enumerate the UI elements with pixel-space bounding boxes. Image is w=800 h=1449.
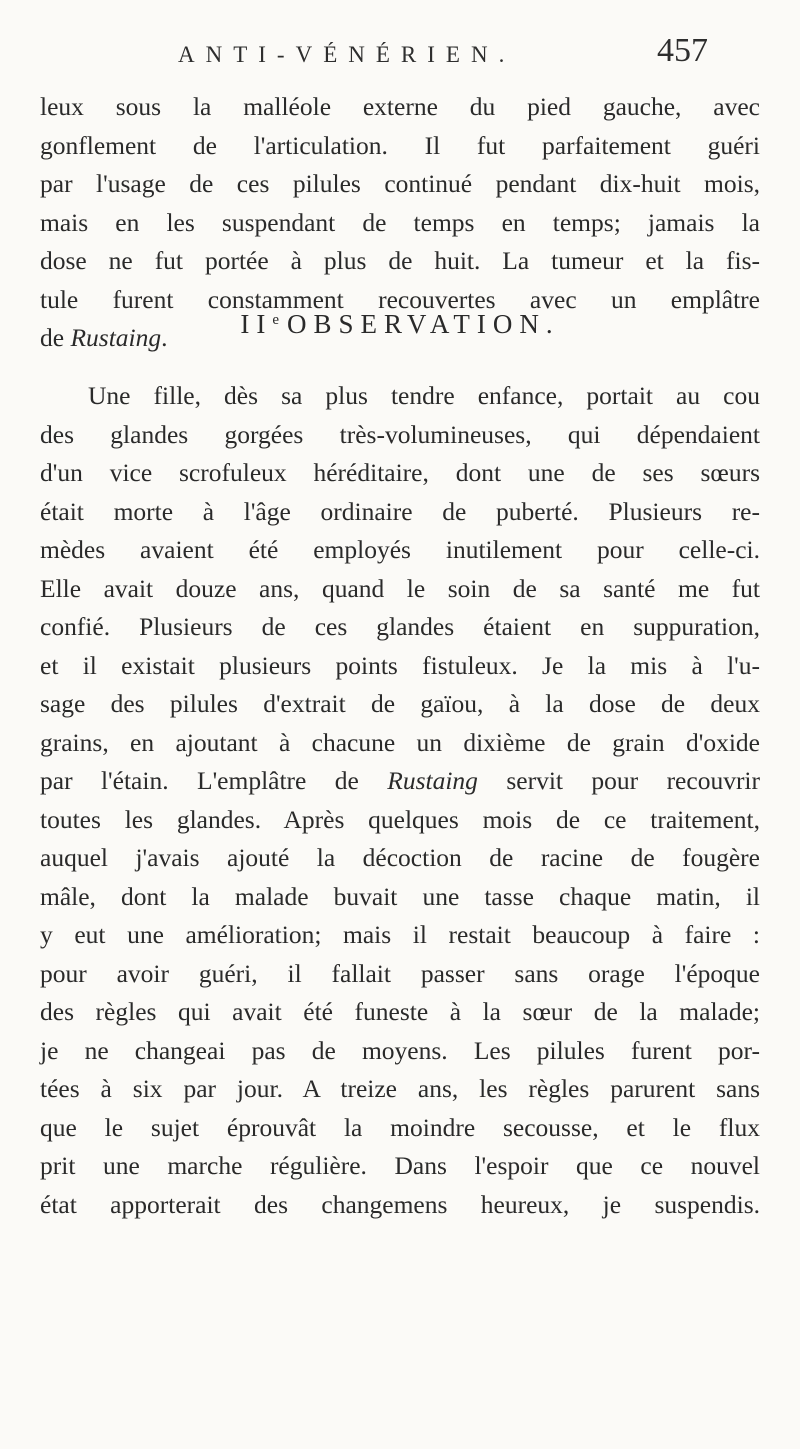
text-line	[40, 762, 760, 801]
text-line: pour avoir guéri, il fallait passer sans orage l'époque	[40, 958, 760, 988]
text-line: je ne changeai pas de moyens. Les pilules furent por-	[40, 1035, 760, 1065]
text-fragment: .	[161, 323, 168, 352]
text-line: mâle, dont la malade buvait une tasse chaque matin, il	[40, 881, 760, 911]
text-line: gonflement de l'articulation. Il fut parfaitement guéri	[40, 130, 760, 160]
text-fragment: par l'étain. L'emplâtre de	[40, 766, 388, 795]
text-line: Elle avait douze ans, quand le soin de sa santé me fut	[40, 573, 760, 603]
text-fragment: servit pour recouvrir	[477, 766, 761, 795]
page-number: 457	[657, 32, 708, 69]
text-line: toutes les glandes. Après quelques mois de ce traitement,	[40, 804, 760, 834]
text-line: état apporterait des changemens heureux, je suspendis.	[40, 1189, 760, 1219]
text-line: était morte à l'âge ordinaire de puberté. Plusieurs re-	[40, 496, 760, 526]
text-line: des glandes gorgées très-volumineuses, qui dépendaient	[40, 419, 760, 449]
text-line: prit une marche régulière. Dans l'espoir que ce nouvel	[40, 1151, 760, 1180]
text-line: dose ne fut portée à plus de huit. La tumeur et la fis-	[40, 246, 760, 275]
text-line: confié. Plusieurs de ces glandes étaient en suppuration,	[40, 612, 760, 641]
paragraph-observation	[40, 377, 760, 1224]
heading-superscript: e	[272, 312, 280, 328]
observation-heading	[0, 309, 800, 340]
running-title: ANTI-VÉNÉRIEN.	[178, 42, 516, 67]
text-line: Une fille, dès sa plus tendre enfance, portait au cou	[88, 381, 760, 410]
text-line: grains, en ajoutant à chacune un dixième de grain d'oxide	[40, 727, 760, 757]
text-line: d'un vice scrofuleux héréditaire, dont une de ses sœurs	[40, 458, 760, 487]
italic-name: Rustaing	[70, 323, 162, 352]
heading-numeral: II	[240, 309, 273, 339]
italic-name: Rustaing	[387, 766, 478, 795]
heading-title: OBSERVATION.	[287, 309, 560, 339]
text-line: tule furent constamment recouvertes avec un emplâtre	[40, 284, 760, 314]
text-fragment: de	[40, 323, 71, 352]
text-line: mais en les suspendant de temps en temps; jamais la	[40, 207, 760, 237]
text-line: et il existait plusieurs points fistuleux. Je la mis à l'u-	[40, 650, 760, 680]
text-line: leux sous la malléole externe du pied gauche, avec	[40, 92, 760, 121]
text-line: sage des pilules d'extrait de gaïou, à la dose de deux	[40, 689, 760, 718]
text-line: y eut une amélioration; mais il restait beaucoup à faire :	[40, 920, 760, 949]
text-line: que le sujet éprouvât la moindre secousse, et le flux	[40, 1112, 760, 1142]
text-line: par l'usage de ces pilules continué pendant dix-huit mois,	[40, 169, 760, 198]
text-line: mèdes avaient été employés inutilement pour celle-ci.	[40, 535, 760, 564]
text-line: des règles qui avait été funeste à la sœur de la malade;	[40, 997, 760, 1026]
text-line: tées à six par jour. A treize ans, les règles parurent sans	[40, 1074, 760, 1103]
text-line: auquel j'avais ajouté la décoction de racine de fougère	[40, 843, 760, 872]
